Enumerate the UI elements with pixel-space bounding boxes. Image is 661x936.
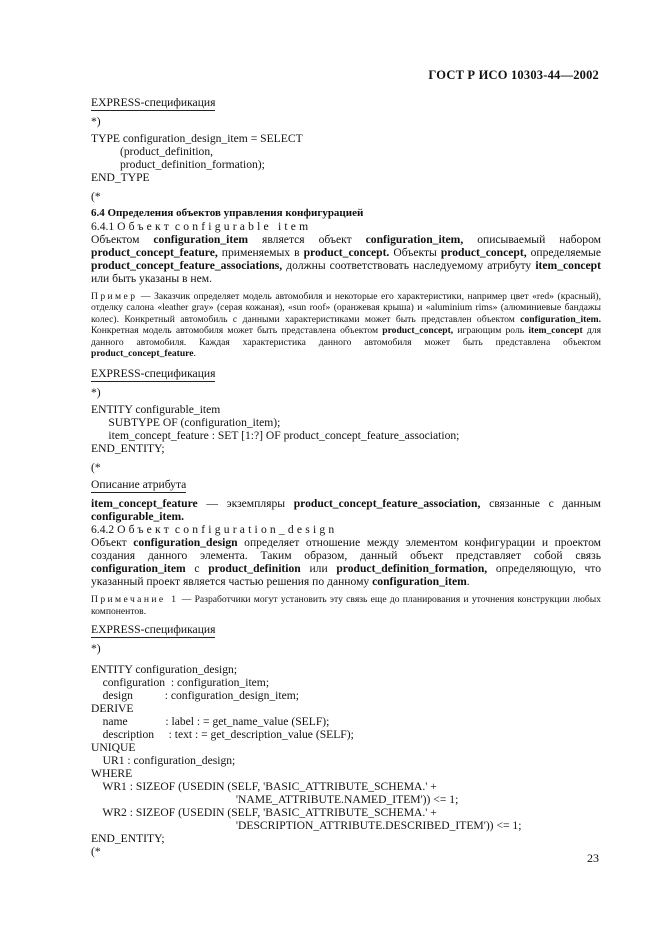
code-close: (* — [91, 190, 101, 203]
note-paragraph — [91, 594, 601, 617]
term: configuration_design — [133, 536, 238, 550]
term: product_definition_formation, — [336, 562, 488, 576]
text: — Заказчик определяет модель автомобиля и некоторые его характеристики, например цвет «red» (красный), отделку салона «leather gray» (серая кожаная), «sun roof» (оранжевая крыша) и «aluminium rims» (алюминиевые бандажы колес). Конкретный автомобиль с данными характеристиками может быть представлен объектом — [91, 291, 601, 325]
text: связанные с данным — [480, 497, 602, 511]
code-line: END_ENTITY; — [91, 442, 165, 456]
page-content — [91, 96, 601, 858]
subsection-word: Объект — [117, 523, 172, 537]
text: описываемый набором — [463, 233, 601, 246]
attribute-description — [91, 478, 601, 523]
standard-header: ГОСТ Р ИСО 10303-44—2002 — [428, 68, 599, 82]
text: определяющую, что указанный проект является частью решения по данному — [91, 562, 601, 589]
text: или — [300, 562, 337, 576]
text: с — [185, 562, 209, 576]
code-open: *) — [91, 642, 101, 656]
section-title: 6.4 Определения объектов управления конфигурацией — [91, 207, 364, 219]
code-close: (* — [91, 845, 101, 859]
text: Конкретная модель автомобиля может быть представлена объектом — [91, 325, 383, 337]
subsection-name: configurable item — [174, 220, 312, 233]
text: применяемых в — [217, 246, 304, 259]
code-line: TYPE configuration_design_item = SELECT — [91, 132, 303, 145]
paragraph-configurable-item — [91, 233, 601, 285]
code-line: END_TYPE — [91, 171, 150, 184]
term: item_concept — [535, 259, 601, 272]
express-block-2 — [91, 367, 601, 474]
term: product_concept_feature_association, — [293, 497, 481, 511]
term: item_concept — [528, 325, 583, 337]
term: configuration_item — [153, 233, 249, 246]
term: configuration_item — [91, 562, 186, 576]
express-label: EXPRESS-спецификация — [91, 367, 216, 381]
code-line: WHERE — [91, 767, 133, 781]
text: — экземпляры — [197, 497, 294, 511]
note-label: Примечание 1 — [91, 594, 179, 606]
text: Объекты — [389, 246, 441, 259]
code-line: WR1 : SIZEOF (USEDIN (SELF, 'BASIC_ATTRIBUTE_SCHEMA.' + — [91, 780, 437, 794]
code-line: END_ENTITY; — [91, 832, 165, 846]
text: . — [466, 575, 470, 589]
example-paragraph — [91, 291, 601, 359]
code-line: ENTITY configuration_design; — [91, 663, 238, 677]
text: играющим роль — [453, 325, 529, 337]
page-number: 23 — [587, 851, 599, 865]
term: product_concept. — [303, 246, 390, 259]
subsection-6-4-1-heading — [91, 220, 601, 233]
text: Объектом — [91, 233, 154, 246]
code-line: design : configuration_design_item; — [91, 689, 300, 703]
text: или быть указаны в нем. — [91, 272, 213, 285]
express-label: EXPRESS-спецификация — [91, 96, 216, 109]
text: для данного автомобиля. Каждая характеристика данного автомобиля может быть представлена объектом — [91, 325, 602, 348]
example-label: Пример — [91, 291, 138, 302]
text: — Разработчики могут установить эту связь еще до планирования и уточнения конструкции любых компонентов. — [91, 594, 601, 617]
term: configurable_item. — [91, 510, 185, 524]
term: product_concept, — [382, 325, 454, 337]
term: product_concept_feature — [91, 348, 194, 360]
subsection-number: 6.4.2 — [91, 523, 115, 537]
code-line: product_definition_formation); — [91, 158, 265, 171]
code-line: WR2 : SIZEOF (USEDIN (SELF, 'BASIC_ATTRIBUTE_SCHEMA.' + — [91, 806, 437, 820]
attribute-label: Описание атрибута — [91, 478, 187, 492]
express-label: EXPRESS-спецификация — [91, 623, 216, 637]
code-line: DERIVE — [91, 702, 134, 716]
subsection-number: 6.4.1 — [91, 220, 115, 233]
code-open: *) — [91, 386, 101, 400]
term: configuration_item. — [520, 313, 601, 325]
text: . — [193, 348, 196, 360]
subsection-6-4-2-heading — [91, 523, 601, 536]
code-line: 'NAME_ATTRIBUTE.NAMED_ITEM')) <= 1; — [91, 793, 459, 807]
term: product_concept, — [440, 246, 527, 259]
paragraph-configuration-design — [91, 536, 601, 588]
code-line: 'DESCRIPTION_ATTRIBUTE.DESCRIBED_ITEM')) <= 1; — [91, 819, 522, 833]
text: является объект — [248, 233, 366, 246]
code-line: configuration : configuration_item; — [91, 676, 270, 690]
express-block-3 — [91, 623, 601, 858]
term: configuration_item — [372, 575, 467, 589]
code-open: *) — [91, 115, 101, 128]
subsection-word: Объект — [117, 220, 172, 233]
term: product_concept_feature, — [91, 246, 218, 259]
code-line: item_concept_feature : SET [1:?] OF product_concept_feature_association; — [91, 429, 460, 443]
term: product_definition — [208, 562, 301, 576]
text: определяет отношение между элементом конфигурации и проектом создания данного элемента. Таким образом, данный объект представляет собой связь — [91, 536, 601, 563]
code-line: description : text : = get_description_value (SELF); — [91, 728, 354, 742]
subsection-name: configuration_design — [174, 523, 338, 537]
code-line: UR1 : configuration_design; — [91, 754, 236, 768]
code-line: SUBTYPE OF (configuration_item); — [91, 416, 281, 430]
express-block-1 — [91, 96, 601, 203]
code-close: (* — [91, 461, 101, 475]
term: item_concept_feature — [91, 497, 198, 511]
code-line: name : label : = get_name_value (SELF); — [91, 715, 330, 729]
text: определяемые — [526, 246, 601, 259]
code-line: (product_definition, — [91, 145, 214, 158]
term: product_concept_feature_associations, — [91, 259, 283, 272]
text: должны соответствовать наследуемому атрибуту — [282, 259, 536, 272]
section-6-4 — [91, 207, 601, 359]
section-6-4-2 — [91, 523, 601, 617]
attribute-text — [91, 497, 601, 523]
text: Объект — [91, 536, 134, 550]
code-line: UNIQUE — [91, 741, 136, 755]
term: configuration_item, — [365, 233, 464, 246]
code-line: ENTITY configurable_item — [91, 403, 221, 417]
